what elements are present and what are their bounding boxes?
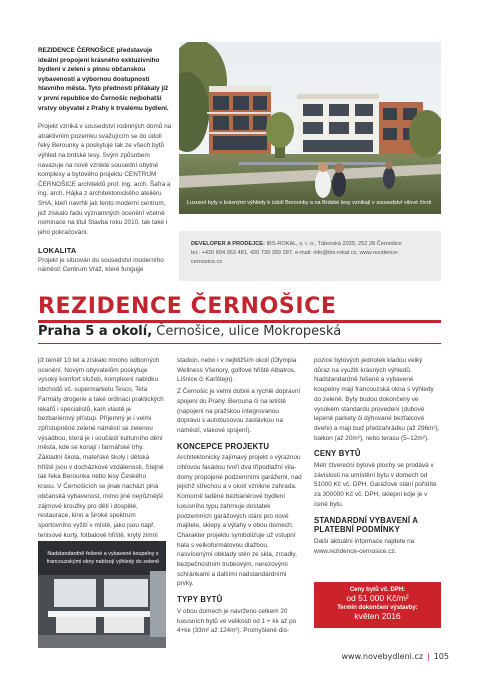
col2-paragraph-2: Z Černošic je velmi dobré a rychlé dopravní spojení do Prahy. Berouna či na letiště (napojení na pražskou integrovanou dopravu s autobusovou zastávkou na náměstí, vlakové spojení).: [177, 388, 301, 434]
completion-label: Termín dokončení výstavby:: [337, 605, 418, 611]
text-column-1: [38, 356, 164, 542]
typy-bytu-body: V obou domech je navrženo celkem 20 luxusních bytů ve velikosti od 1 + kk až po 4+kk (33m² až 124m²). Promyšlené dis-: [177, 607, 297, 635]
page-footer: [341, 652, 449, 661]
completion-value: květen 2016: [354, 611, 401, 621]
page-number: 105: [433, 652, 449, 661]
hero-illustration: [179, 42, 441, 214]
developer-label: DEVELOPER A PRODEJCE:: [191, 241, 265, 247]
col3-paragraph-1: pozice bytových jednotek kladou velký důraz na využití krásných výhledů. Nadstandardně řešené a vybavené koupelny mají francouzská okna s výhledy do zeleně. Byty budou dokončeny ve vysokém standardu provedení (dubové lepené parkety či dýhované bezfalcové dveře) a mají buď předzahrádku (až 296m²), balkon (až 20m²), nebo terasu (5–12m²).: [314, 357, 440, 442]
text-column-2: [177, 356, 303, 638]
vybaveni-heading: STANDARDNÍ VYBAVENÍ A PLATEBNÍ PODMÍNKY: [314, 515, 418, 535]
bathroom-image: [38, 541, 166, 648]
hero-image: [179, 42, 441, 214]
bathroom-caption: Nadstandardně řešené a vybavené koupelny s francouzskými okny nabízejí výhledy do zeleně: [46, 551, 160, 565]
price-box: [314, 582, 441, 628]
developer-box: [179, 231, 441, 281]
ceny-bytu-heading: CENY BYTŮ: [314, 449, 361, 459]
subtitle-region: Praha 5 a okolí,: [38, 324, 153, 339]
hero-caption: Luxusní byty s krásnými výhledy k údolí Berounky a na Brdské lesy vznikají v sousedství vilové čtvrti: [187, 200, 432, 206]
intro-lead: REZIDENCE ČERNOŠICE představuje ideální propojení krásného exkluzivního bydlení v zeleni s plnou občanskou vybaveností a výbornou dostupností hlavního města. Tyto předností přilákaly již v první republice do Černošic nejbohatší vrstvy obyvatel z Prahy k trvalému bydlení.: [38, 47, 169, 112]
price-label: Ceny bytů vč. DPH:: [349, 587, 406, 593]
intro-body: Projekt vzniká v sousedství rodinných domů na atraktivním pozemku svažujícím se do údolí řeky Berounky a poskytuje tak ze všech bytů výhled na brdské lesy. Svým způsobem navazuje na nově vzniklé sousední obytné komplexy a bytového projektu CENTRUM ČERNOŠICE architektů prof. ing. arch. Šafra a ing. arch. Hájka z architektonického ateliéru SHA, kteří navrhli jak tento moderní centrum, jež získalo řadu významných ocenění včetně nominace na titul Stavba roku 2010, tak také i jeho pokračování.: [38, 123, 172, 236]
col2-paragraph-1: stadion, nebo i v nejbližším okolí (Olympia Wellness Všenory, golfové hřiště Albatros, Líšnice či Karlštejn).: [177, 357, 297, 384]
developer-contacts: tel.: +420 604 363 481, 420 739 359 287, e-mail: info@ibs-rokal.cz, www.rezidence-cernosice.cz: [191, 250, 399, 265]
article-subtitle: [38, 324, 341, 339]
developer-name-address: IBS-ROKAL, s. r. o., Táborská 2025, 252 28 Černošice: [266, 241, 402, 247]
text-column-3: [314, 356, 440, 558]
footer-website: www.novebydleni.cz: [341, 652, 424, 661]
koncepce-heading: KONCEPCE PROJEKTU: [177, 441, 270, 451]
lokalita-body: Projekt je situován do sousedství moderního náměstí Centrum Vráž, které fungujje: [38, 256, 164, 274]
top-section: [0, 0, 481, 290]
footer-separator: |: [427, 652, 430, 661]
koncepce-body: Architektonicky zajímavý projekt s výraznou cihlovou fasádou tvoří dva třípodlažní vila-domy propojené podzemními garážemi, nad jejichž střechou a v okolí vznikne zahrada. Komorně laděné bezbariérové bydlení luxusního typu zahrnuje dostatek podzemních garážových stání pro nové majitele, sklepy a výtahy v obou domech. Charakter projektu symbolizuje už vstupní hala s velkoformátovou dlažbou, nasvícenými obklady stěn ze skla, zrcadly, bezpečnostním trubkovým, nerezovými schránkami a dalšími nadstandardními prvky.: [177, 454, 302, 588]
lokalita-heading: LOKALITA: [38, 246, 77, 256]
subtitle-rule: [38, 343, 441, 344]
subtitle-location: Černošice, ulice Mokropeská: [152, 324, 342, 339]
developer-line: [191, 240, 429, 249]
intro-column: [38, 46, 172, 284]
price-value: od 51 000 Kč/m²: [346, 593, 409, 603]
ceny-bytu-body: Metr čtvereční bytové plochy se prodává v závislosti na umístění bytu v domech od 51000 Kč vč. DPH. Garážové stání pořídíte za 300000 Kč vč. DPH, sklepní kóje je v ceně bytu.: [314, 462, 437, 508]
typy-bytu-heading: TYPY BYTŮ: [177, 595, 223, 605]
title-rule: [38, 320, 441, 323]
article-title: REZIDENCE ČERNOŠICE: [38, 294, 337, 319]
vybaveni-body: Další aktuální informace najdete na www.rezidence-cernosice.cz.: [314, 537, 415, 555]
col1-paragraph: již téměř 10 let a získalo mnoho odborných ocenění. Novým obyvatelům poskytuje vysoký komfort služeb, komplexní nabídku obchodů vč. supermarketu Tesco, Teta Farmáty drogerie a také ordinaci praktických lékařů i specialistů, kam vlastě je bezbariérový přístup. Příjemný je i velmi zpřístupněné zelené náměstí se zelenou výsadbou, která je i součástí kulturního dění města, kde se konají i farmářské trhy. Základní škola, mateřské školy i dětská hřiště jsou v docházkové vzdálenosti. Stejně tak řeka Berounka nebo lesy Českého krasu. V Černošicích se jinak nachází plná občanská vybavenost, mimo jiné nejrůznější zájmové kroužky pro děti i dospělé, restaurace, kino a široké spektrum sportovního vyžití v místě, jako jsou např. tenisové kurty, fotbalové hřiště, krytý zimní: [38, 357, 164, 539]
